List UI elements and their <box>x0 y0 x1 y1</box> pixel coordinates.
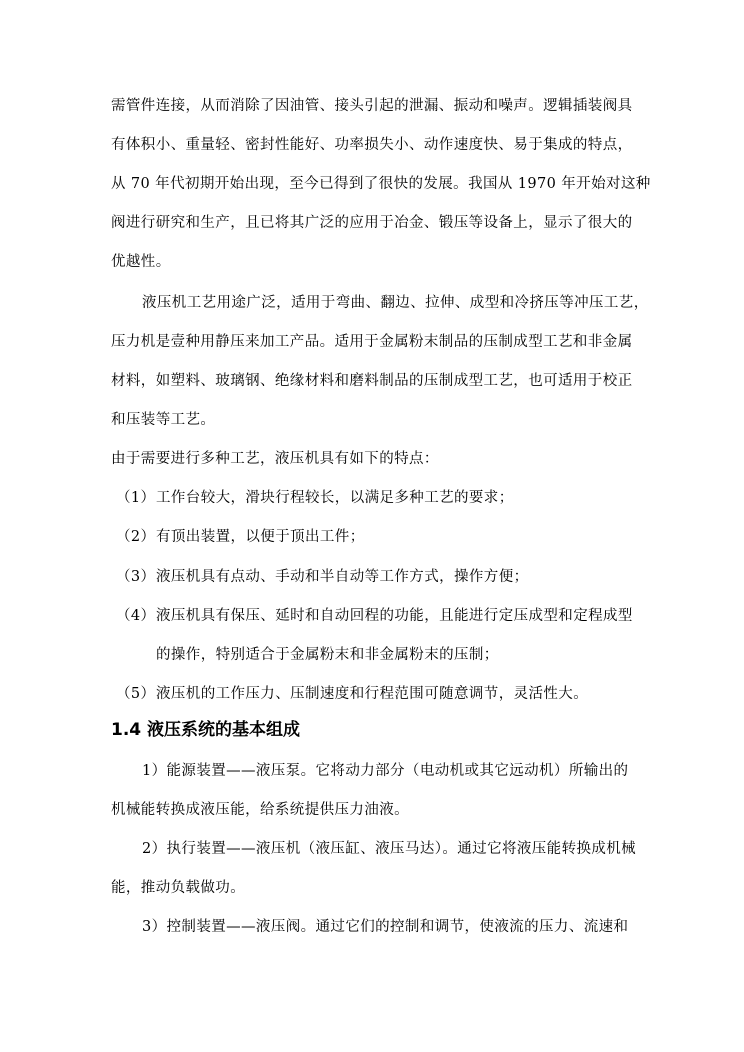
process-line-1: 液压机工艺用途广泛，适用于弯曲、翻边、拉伸、成型和冷挤压等冲压工艺， <box>142 295 649 311</box>
intro-line-3: 从 70 年代初期开始出现，至今已得到了很快的发展。我国从 1970 年开始对这种 <box>111 176 651 192</box>
list-item-text: 工作台较大，滑块行程较长，以满足多种工艺的要求； <box>156 490 514 506</box>
list-item-text: 有顶出装置，以便于顶出工件； <box>156 529 365 545</box>
list-item-continuation: 的操作，特别适合于金属粉末和非金属粉末的压制； <box>156 647 499 663</box>
intro-line-1: 需管件连接，从而消除了因油管、接头引起的泄漏、振动和噪声。逻辑插装阀具 <box>111 98 633 114</box>
list-item <box>116 527 365 547</box>
list-item-number: （4） <box>116 608 156 624</box>
list-item-text: 液压机具有保压、延时和自动回程的功能，且能进行定压成型和定程成型 <box>156 608 633 624</box>
list-item-number: （2） <box>116 529 156 545</box>
list-item <box>116 488 514 508</box>
process-line-3: 材料，如塑料、玻璃钢、绝缘材料和磨料制品的压制成型工艺，也可适用于校正 <box>111 373 633 389</box>
list-item-number: （3） <box>116 569 156 585</box>
features-intro: 由于需要进行多种工艺，液压机具有如下的特点： <box>111 451 439 467</box>
process-line-2: 压力机是壹种用静压来加工产品。适用于金属粉末制品的压制成型工艺和非金属 <box>111 334 633 350</box>
component-line-3: 3）控制装置——液压阀。通过它们的控制和调节，使液流的压力、流速和 <box>142 919 629 935</box>
intro-line-4: 阀进行研究和生产，且已将其广泛的应用于冶金、锻压等设备上，显示了很大的 <box>111 215 633 231</box>
section-heading: 1.4 液压系统的基本组成 <box>111 720 301 740</box>
list-item <box>116 606 633 626</box>
list-item-text: 液压机的工作压力、压制速度和行程范围可随意调节，灵活性大。 <box>156 686 589 702</box>
list-item-number: （1） <box>116 490 156 506</box>
list-item <box>116 684 588 704</box>
component-line-2-cont: 能，推动负载做功。 <box>111 880 246 896</box>
component-line-1: 1）能源装置——液压泵。它将动力部分（电动机或其它远动机）所输出的 <box>142 763 629 779</box>
list-item-text: 液压机具有点动、手动和半自动等工作方式，操作方便； <box>156 569 529 585</box>
component-line-1-cont: 机械能转换成液压能，给系统提供压力油液。 <box>111 802 409 818</box>
component-line-2: 2）执行装置——液压机（液压缸、液压马达）。通过它将液压能转换成机械 <box>142 841 637 857</box>
process-line-4: 和压装等工艺。 <box>111 412 216 428</box>
intro-line-5: 优越性。 <box>111 254 171 270</box>
list-item-number: （5） <box>116 686 156 702</box>
intro-line-2: 有体积小、重量轻、密封性能好、功率损失小、动作速度快、易于集成的特点， <box>111 137 633 153</box>
list-item <box>116 567 529 587</box>
